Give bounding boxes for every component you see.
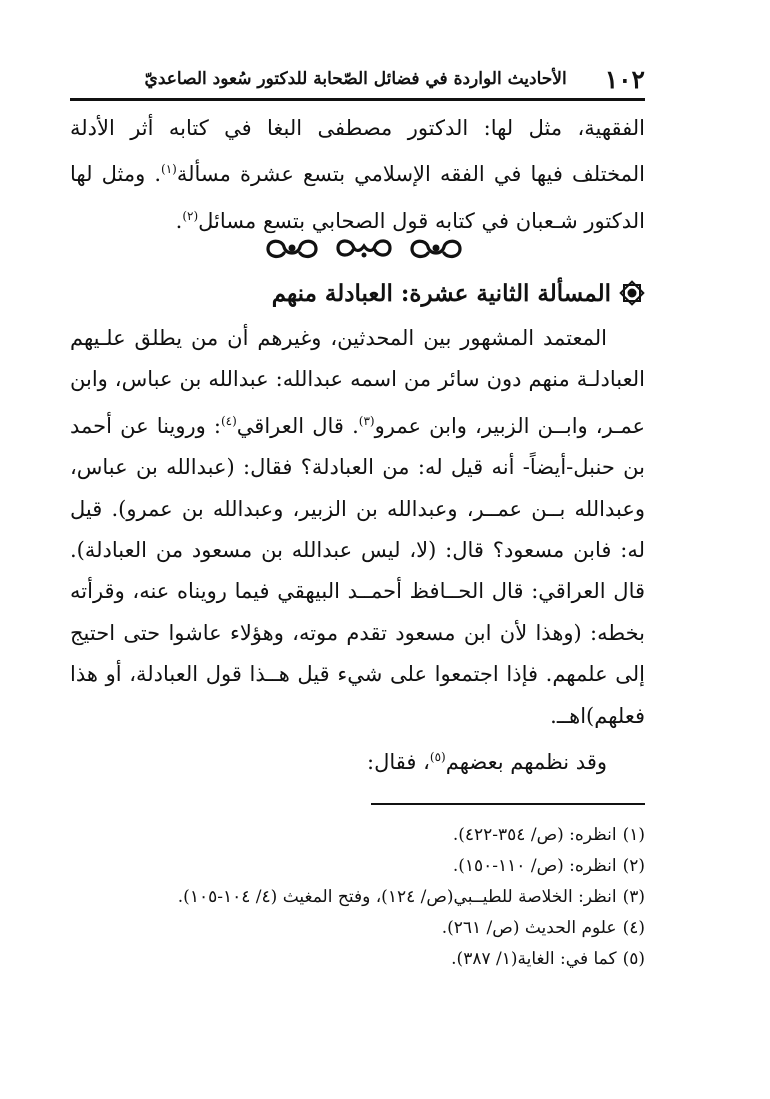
paragraph-2-part-c: : وروينا عن أحمد بن حنبل-أيضاً- أنه قيل له: من العبادلة؟ فقال: (عبدالله بن عباس، وعبدالله بــن عمــر، وعبدالله بن الزبير، وعبدالله بن عمرو). قيل له: فابن مسعود؟ قال: (لا، ليس عبدالله بن مسعود من العبادلة). قال العراقي: قال الحــافظ أحمــد البيهقي فيما رويناه عنه، وقرأته بخطه: (وهذا لأن ابن مسعود تقدم موته، وهؤلاء عاشوا حتى احتيج إلى علمهم. فإذا اجتمعوا على شيء قيل هــذا قول العبادلة، أو هذا فعلهم)اهــ. [70,413,645,728]
ornament-icon [260,233,470,263]
paragraph-1-part-b: . ومثل لها الدكتور شـعبان في كتابه قول الصحابي بتسع مسائل [70,162,645,233]
paragraph-2-part-b: . قال العراقي [236,413,359,438]
paragraph-3-end: ، فقال: [367,750,430,775]
footnote-item [70,851,645,882]
footnote-ref-2: (٢) [182,208,199,223]
footnote-text: انظره: (ص/ ١١٠-١٥٠). [452,856,617,876]
footnote-separator [371,803,645,805]
page-number: ١٠٢ [604,64,645,94]
section-heading [70,273,645,313]
decorative-divider [260,232,470,264]
footnote-number: (٥) [622,949,645,969]
paragraph-3-part-a: وقد نظمهم بعضهم [445,750,607,775]
section-title: المسألة الثانية عشرة: العبادلة منهم [271,279,611,307]
footnote-text: انظره: (ص/ ٣٥٤-٤٢٢). [452,825,617,845]
running-title: الأحاديث الواردة في فضائل الصّحابة للدكتور سُعود الصاعديّ [144,69,567,89]
footnote-item [70,882,645,913]
footnote-ref-5: (٥) [429,750,446,765]
footnote-ref-1: (١) [161,162,177,177]
page-header [70,60,645,101]
footnote-item [70,820,645,851]
footnote-text: انظر: الخلاصة للطيــبي(ص/ ١٢٤)، وفتح المغيث (٤/ ١٠٤-١٠٥). [177,887,617,907]
paragraph-1-part-a: الفقهية، مثل لها: الدكتور مصطفى البغا في كتابه أثر الأدلة المختلف فيها في الفقه الإسلامي بتسع عشرة مسألة [70,116,645,187]
paragraph-2-text [70,318,645,737]
paragraph-2-part-a: المعتمد المشهور بين المحدثين، وغيرهم أن من يطلق علـيهم العبادلـة منهم دون سائر من اسمه عبدالله: عبدالله بن عباس، وابن عمـر، وابــن الزبير، وابن عمرو [70,326,645,438]
footnote-number: (٢) [622,856,645,876]
paragraph-1-end: . [175,208,183,233]
ornamental-star-icon [619,280,645,306]
footnote-ref-3: (٣) [358,413,375,428]
footnote-ref-4: (٤) [220,413,237,428]
footnote-number: (١) [622,825,645,845]
paragraph-3-text [70,737,645,783]
paragraph-1 [70,108,645,242]
paragraph-2 [70,318,645,783]
footnote-text: علوم الحديث (ص/ ٢٦١). [441,918,617,938]
footnote-item [70,913,645,944]
paragraph-1-text [70,108,645,242]
footnote-number: (٤) [622,918,645,938]
footnotes [70,820,645,975]
footnote-text: كما في: الغاية(١/ ٣٨٧). [451,949,617,969]
footnote-number: (٣) [622,887,645,907]
footnote-item [70,944,645,975]
